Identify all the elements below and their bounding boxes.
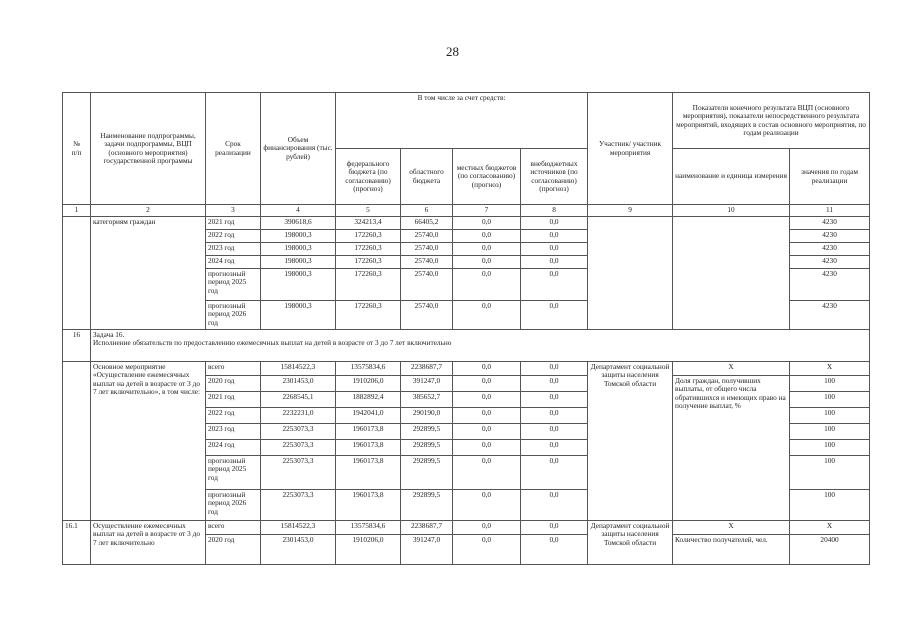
task-text: Исполнение обязательств по предоставлению ежемесячных выплат на детей в возрасте от 3 до 7 лет включительно [93, 338, 452, 348]
header-indicator-name: наименование и единица измерения [673, 149, 790, 205]
row-local: 0,0 [453, 408, 521, 424]
row-indicator-name: Доля граждан, получивших выплаты, от общего числа обратившихся и имеющих право на получение выплат, % [673, 376, 790, 521]
row-term: 2020 год [206, 376, 261, 392]
row-extra: 0,0 [521, 490, 588, 521]
row-extra: 0,0 [521, 243, 588, 256]
row-participant: Департамент социальной защиты населения Томской области [588, 362, 673, 521]
row-term: всего [206, 362, 261, 376]
header-regional: областного бюджета [401, 149, 453, 205]
row-extra: 0,0 [521, 392, 588, 408]
row-federal: 1910206,0 [336, 376, 401, 392]
row-indicator-value: 100 [790, 376, 870, 392]
row-extra: 0,0 [521, 521, 588, 535]
header-name: Наименование подпрограммы, задачи подпрограммы, ВЦП (основного мероприятия) государственной программы [91, 93, 206, 205]
row-extra: 0,0 [521, 424, 588, 440]
row-federal: 172260,3 [336, 230, 401, 243]
row-local: 0,0 [453, 521, 521, 535]
column-number: 5 [336, 205, 401, 217]
row-extra: 0,0 [521, 440, 588, 456]
row-volume: 198000,3 [261, 230, 336, 243]
row-indicator-value: 100 [790, 456, 870, 490]
row-local: 0,0 [453, 362, 521, 376]
row-federal: 1910206,0 [336, 535, 401, 565]
row-local: 0,0 [453, 230, 521, 243]
row-local: 0,0 [453, 269, 521, 301]
row-local: 0,0 [453, 456, 521, 490]
row-term: прогнозный период 2025 год [206, 269, 261, 301]
row-federal: 172260,3 [336, 301, 401, 330]
row-federal: 172260,3 [336, 269, 401, 301]
row-volume: 2301453,0 [261, 376, 336, 392]
row-local: 0,0 [453, 376, 521, 392]
row-extra: 0,0 [521, 230, 588, 243]
column-number: 11 [790, 205, 870, 217]
table-row [63, 217, 870, 230]
task-row [63, 330, 870, 362]
row-term: 2021 год [206, 392, 261, 408]
row-regional: 391247,0 [401, 376, 453, 392]
header-including: В том числе за счет средств: [336, 93, 588, 149]
row-regional: 66405,2 [401, 217, 453, 230]
column-number: 1 [63, 205, 91, 217]
row-volume: 2253073,3 [261, 424, 336, 440]
header-row [63, 93, 870, 149]
row-term: всего [206, 521, 261, 535]
row-volume: 2232231,0 [261, 408, 336, 424]
row-federal: 172260,3 [336, 256, 401, 269]
column-number: 3 [206, 205, 261, 217]
column-number: 8 [521, 205, 588, 217]
row-participant: Департамент социальной защиты населения Томской области [588, 521, 673, 565]
row-indicator-value: 100 [790, 424, 870, 440]
row-regional: 385652,7 [401, 392, 453, 408]
row-local: 0,0 [453, 392, 521, 408]
row-local: 0,0 [453, 256, 521, 269]
row-term: прогнозный период 2025 год [206, 456, 261, 490]
row-term: 2021 год [206, 217, 261, 230]
row-extra: 0,0 [521, 256, 588, 269]
row-federal: 13575834,6 [336, 521, 401, 535]
row-extra: 0,0 [521, 376, 588, 392]
column-number: 6 [401, 205, 453, 217]
header-local: местных бюджетов (по согласованию) (прогноз) [453, 149, 521, 205]
row-local: 0,0 [453, 301, 521, 330]
row-indicator-value: 4230 [790, 269, 870, 301]
table-row [63, 362, 870, 376]
row-volume: 198000,3 [261, 243, 336, 256]
row-extra: 0,0 [521, 362, 588, 376]
row-term: 2024 год [206, 256, 261, 269]
row-indicator-name: Количество получателей, чел. [673, 535, 790, 565]
row-volume: 2268545,1 [261, 392, 336, 408]
header-no: № п/п [63, 93, 91, 205]
row-regional: 25740,0 [401, 256, 453, 269]
page-number: 28 [446, 44, 459, 59]
row-volume: 198000,3 [261, 269, 336, 301]
row-name: Осуществление ежемесячных выплат на детей в возрасте от 3 до 7 лет включительно [91, 521, 206, 565]
row-term: прогнозный период 2026 год [206, 301, 261, 330]
column-numbers-row [63, 205, 870, 217]
header-participant: Участник/ участник мероприятия [588, 93, 673, 205]
task-description [91, 330, 870, 362]
row-federal: 1960173,8 [336, 490, 401, 521]
row-federal: 172260,3 [336, 243, 401, 256]
column-number: 7 [453, 205, 521, 217]
task-no: 16 [63, 330, 91, 362]
row-indicator-value: 4230 [790, 256, 870, 269]
row-federal: 1960173,8 [336, 440, 401, 456]
row-local: 0,0 [453, 217, 521, 230]
row-volume: 390618,6 [261, 217, 336, 230]
row-extra: 0,0 [521, 269, 588, 301]
row-volume: 2253073,3 [261, 440, 336, 456]
row-federal: 1882892,4 [336, 392, 401, 408]
header-federal: федерального бюджета (по согласованию) (прогноз) [336, 149, 401, 205]
row-regional: 290190,0 [401, 408, 453, 424]
row-regional: 292899,5 [401, 490, 453, 521]
row-local: 0,0 [453, 424, 521, 440]
row-extra: 0,0 [521, 456, 588, 490]
row-indicator-name: Х [673, 362, 790, 376]
row-indicator-name [673, 217, 790, 330]
row-indicator-name: Х [673, 521, 790, 535]
row-volume: 2253073,3 [261, 456, 336, 490]
row-participant [588, 217, 673, 330]
row-regional: 2238687,7 [401, 362, 453, 376]
row-indicator-value: 100 [790, 408, 870, 424]
row-indicator-value: 4230 [790, 243, 870, 256]
row-volume: 15814522,3 [261, 521, 336, 535]
row-term: 2022 год [206, 408, 261, 424]
row-term: 2023 год [206, 243, 261, 256]
row-term: 2024 год [206, 440, 261, 456]
row-no [63, 217, 91, 330]
row-volume: 2301453,0 [261, 535, 336, 565]
row-indicator-value: 4230 [790, 301, 870, 330]
row-local: 0,0 [453, 490, 521, 521]
row-indicator-value: 100 [790, 490, 870, 521]
row-indicator-value: 4230 [790, 230, 870, 243]
row-local: 0,0 [453, 243, 521, 256]
row-federal: 1960173,8 [336, 456, 401, 490]
column-number: 4 [261, 205, 336, 217]
row-term: 2023 год [206, 424, 261, 440]
header-term: Срок реализации [206, 93, 261, 205]
row-volume: 15814522,3 [261, 362, 336, 376]
column-number: 2 [91, 205, 206, 217]
row-regional: 25740,0 [401, 230, 453, 243]
row-extra: 0,0 [521, 217, 588, 230]
header-indicator-values: значения по годам реализации [790, 149, 870, 205]
row-regional: 2238687,7 [401, 521, 453, 535]
row-indicator-value: 20400 [790, 535, 870, 565]
task-title: Задача 16. [93, 330, 125, 339]
row-indicator-value: 100 [790, 440, 870, 456]
row-regional: 292899,5 [401, 456, 453, 490]
row-extra: 0,0 [521, 535, 588, 565]
row-term: 2020 год [206, 535, 261, 565]
row-local: 0,0 [453, 535, 521, 565]
row-federal: 324213,4 [336, 217, 401, 230]
row-extra: 0,0 [521, 408, 588, 424]
row-indicator-value: 100 [790, 392, 870, 408]
column-number: 10 [673, 205, 790, 217]
row-term: прогнозный период 2026 год [206, 490, 261, 521]
row-indicator-value: Х [790, 362, 870, 376]
table-row [63, 521, 870, 535]
program-table [62, 92, 870, 565]
row-volume: 198000,3 [261, 301, 336, 330]
row-term: 2022 год [206, 230, 261, 243]
row-extra: 0,0 [521, 301, 588, 330]
row-federal: 1960173,8 [336, 424, 401, 440]
row-federal: 1942041,0 [336, 408, 401, 424]
row-regional: 292899,5 [401, 440, 453, 456]
header-indicators: Показатели конечного результата ВЦП (основного мероприятия), показатели непосредственного результата мероприятий, входящих в состав основного мероприятия, по годам реализации [673, 93, 870, 149]
header-extra: внебюджетных источников (по согласованию) (прогноз) [521, 149, 588, 205]
row-volume: 198000,3 [261, 256, 336, 269]
row-name: категориям граждан [91, 217, 206, 330]
row-regional: 25740,0 [401, 243, 453, 256]
row-indicator-value: Х [790, 521, 870, 535]
row-regional: 391247,0 [401, 535, 453, 565]
row-regional: 25740,0 [401, 269, 453, 301]
row-no: 16.1 [63, 521, 91, 565]
row-name: Основное мероприятие «Осуществление ежемесячных выплат на детей в возрасте от 3 до 7 лет включительно», в том числе: [91, 362, 206, 521]
column-number: 9 [588, 205, 673, 217]
row-regional: 292899,5 [401, 424, 453, 440]
header-volume: Объем финансирования (тыс. рублей) [261, 93, 336, 205]
row-local: 0,0 [453, 440, 521, 456]
row-indicator-value: 4230 [790, 217, 870, 230]
row-regional: 25740,0 [401, 301, 453, 330]
row-no [63, 362, 91, 521]
row-volume: 2253073,3 [261, 490, 336, 521]
row-federal: 13575834,6 [336, 362, 401, 376]
